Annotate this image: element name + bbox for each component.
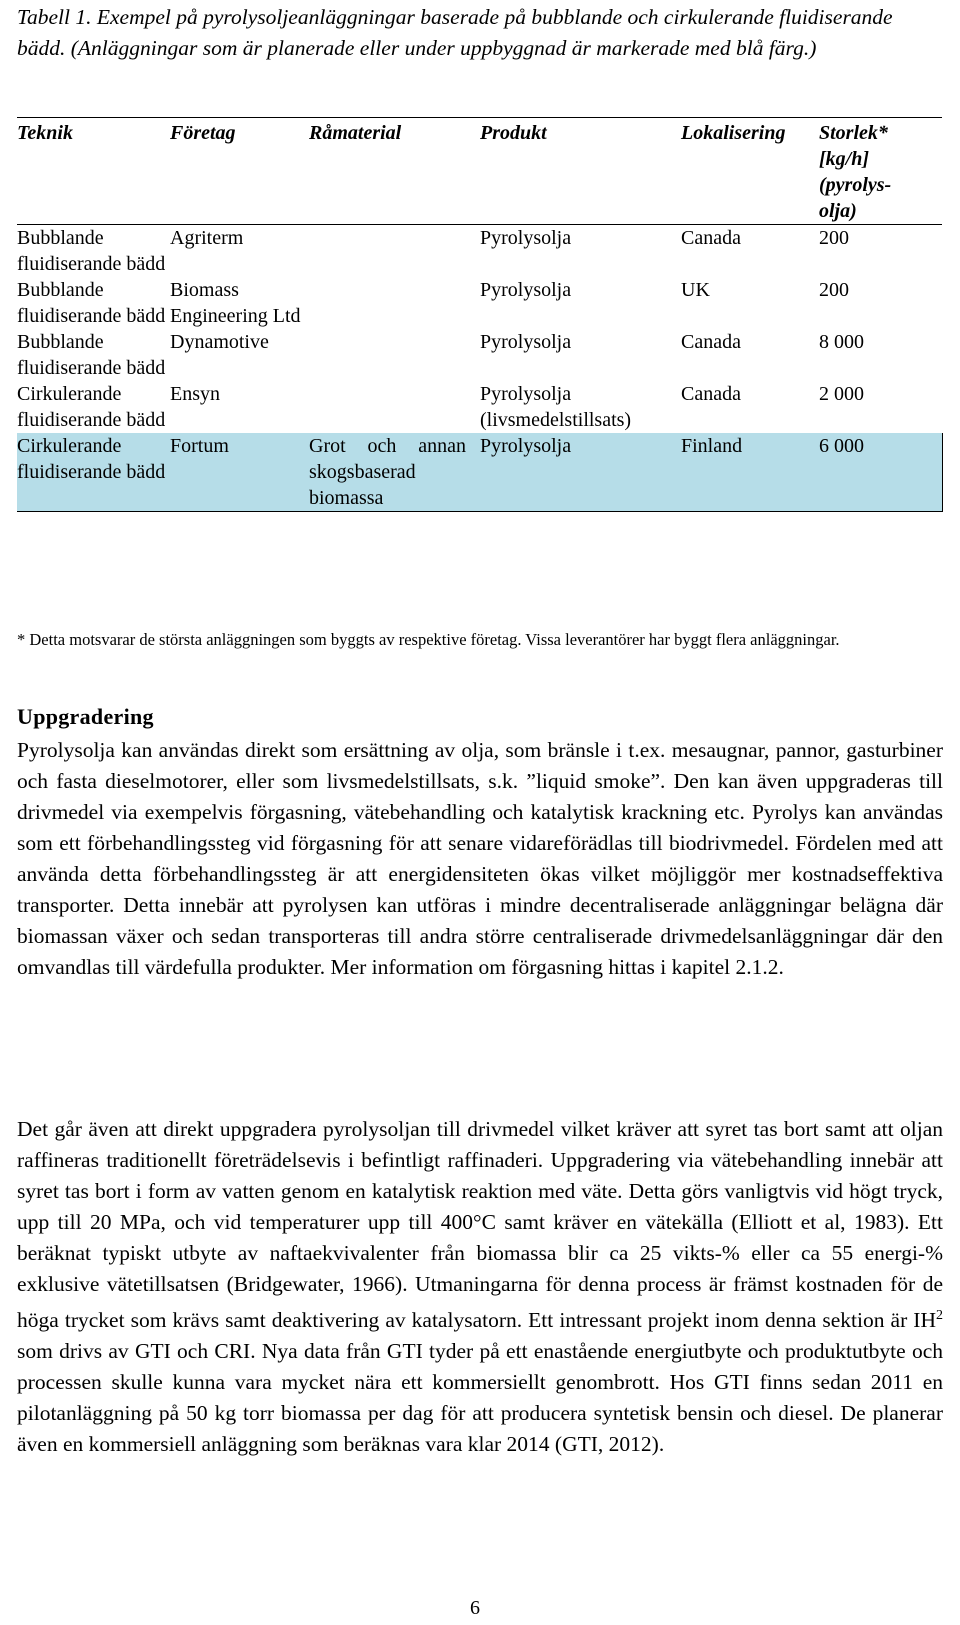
cell-foretag: Dynamotive (170, 331, 269, 353)
cell-foretag: Biomass Engineering Ltd (170, 279, 301, 327)
pyrolysis-plants-table (17, 117, 943, 512)
cell-ramaterial (309, 277, 480, 329)
table-row (17, 277, 942, 329)
cell-produkt: Pyrolysolja (480, 279, 572, 301)
header-lokalisering: Lokalisering (681, 122, 786, 144)
paragraph-text: Det går även att direkt uppgradera pyrolysoljan till drivmedel vilket kräver att syret tas bort samt att oljan raffineras traditionellt företrädelsevis i befintligt raffinaderi. Uppgradering via vätebehandling innebär att syret tas bort i form av vatten genom en katalytisk reaktion med väte. Detta görs vanligtvis vid högt tryck, upp till 20 MPa, och vid temperaturer upp till 400°C samt kräver en vätekälla (Elliott et al, 1983). Ett beräknat typiskt utbyte av naftaekvivalenter från biomassa blir ca 25 vikts-% eller ca 55 energi-% exklusive vätetillsatsen (Bridgewater, 1966). Utmaningarna för denna process är främst kostnaden för de höga trycket som krävs samt deaktivering av katalysatorn. Ett intressant projekt inom denna sektion är IH (17, 1117, 943, 1333)
cell-lokalisering: Canada (681, 383, 741, 405)
cell-ramaterial (309, 381, 480, 433)
cell-teknik: Bubblande fluidiserande bädd (17, 279, 166, 327)
header-foretag: Företag (170, 122, 236, 144)
cell-lokalisering: UK (681, 279, 710, 301)
cell-lokalisering: Finland (681, 433, 819, 512)
body-paragraph: Pyrolysolja kan användas direkt som ersättning av olja, som bränsle i t.ex. mesaugnar, pannor, gasturbiner och fasta dieselmotorer, eller som livsmedelstillsats, s.k. ”liquid smoke”. Den kan även uppgraderas till drivmedel via exempelvis förgasning, vätebehandling och katalytisk krackning etc. Pyrolys kan användas som ett förbehandlingssteg vid förgasning för att senare vidareförädlas till biodrivmedel. Fördelen med att använda detta förbehandlingssteg är att energidensiteten ökas vilket möjliggör mer kostnadseffektiva transporter. Detta innebär att pyrolysen kan utföras i mindre decentraliserade anläggningar belägna där biomassan växer och sedan transporteras till andra större centraliserade drivmedelsanläggningar där den omvandlas till värdefulla produkter. Mer information om förgasning hittas i kapitel 2.1.2. (17, 738, 943, 979)
section-heading: Uppgradering (17, 704, 154, 729)
cell-storlek: 6 000 (819, 433, 942, 512)
cell-teknik: Bubblande fluidiserande bädd (17, 227, 166, 275)
cell-produkt: Pyrolysolja (480, 331, 572, 353)
cell-produkt: Pyrolysolja (480, 227, 572, 249)
body-paragraph (17, 1114, 943, 1460)
table-footnote: * Detta motsvarar de största anläggningen som byggts av respektive företag. Vissa leverantörer har byggt flera anläggningar. (17, 630, 840, 649)
cell-ramaterial (309, 329, 480, 381)
cell-produkt: Pyrolysolja (480, 433, 681, 512)
superscript: 2 (936, 1308, 943, 1323)
header-storlek: Storlek* [kg/h] (pyrolys-olja) (819, 122, 892, 222)
cell-storlek: 8 000 (819, 331, 864, 353)
table-header-row (17, 118, 942, 225)
cell-lokalisering: Canada (681, 331, 741, 353)
cell-foretag: Agriterm (170, 227, 244, 249)
cell-foretag: Ensyn (170, 383, 220, 405)
cell-ramaterial (309, 225, 480, 278)
table-row (17, 329, 942, 381)
cell-storlek: 200 (819, 227, 849, 249)
page-number: 6 (470, 1597, 480, 1619)
cell-teknik: Bubblande fluidiserande bädd (17, 331, 166, 379)
table-row-planned (17, 433, 942, 512)
cell-foretag: Fortum (170, 433, 309, 512)
table-caption: Tabell 1. Exempel på pyrolysoljeanläggningar baserade på bubblande och cirkulerande fluidiserande bädd. (Anläggningar som är planerade eller under uppbyggnad är markerade med blå färg.) (17, 5, 893, 60)
cell-teknik: Cirkulerande fluidiserande bädd (17, 433, 170, 512)
header-ramaterial: Råmaterial (309, 122, 402, 144)
table-row (17, 225, 942, 278)
header-teknik: Teknik (17, 122, 73, 144)
table-row (17, 381, 942, 433)
cell-ramaterial: Grot och annan skogsbaserad biomassa (309, 433, 480, 512)
cell-storlek: 2 000 (819, 383, 864, 405)
header-produkt: Produkt (480, 122, 547, 144)
paragraph-text: som drivs av GTI och CRI. Nya data från GTI tyder på ett enastående energiutbyte och produktutbyte och processen skulle kunna vara mycket nära ett kommersiellt genombrott. Hos GTI finns sedan 2011 en pilotanläggning på 50 kg torr biomassa per dag för att producera syntetisk bensin och diesel. De planerar även en kommersiell anläggning som beräknas vara klar 2014 (GTI, 2012). (17, 1339, 943, 1457)
cell-lokalisering: Canada (681, 227, 741, 249)
cell-teknik: Cirkulerande fluidiserande bädd (17, 383, 166, 431)
cell-storlek: 200 (819, 279, 849, 301)
cell-produkt: Pyrolysolja (livsmedelstillsats) (480, 383, 632, 431)
